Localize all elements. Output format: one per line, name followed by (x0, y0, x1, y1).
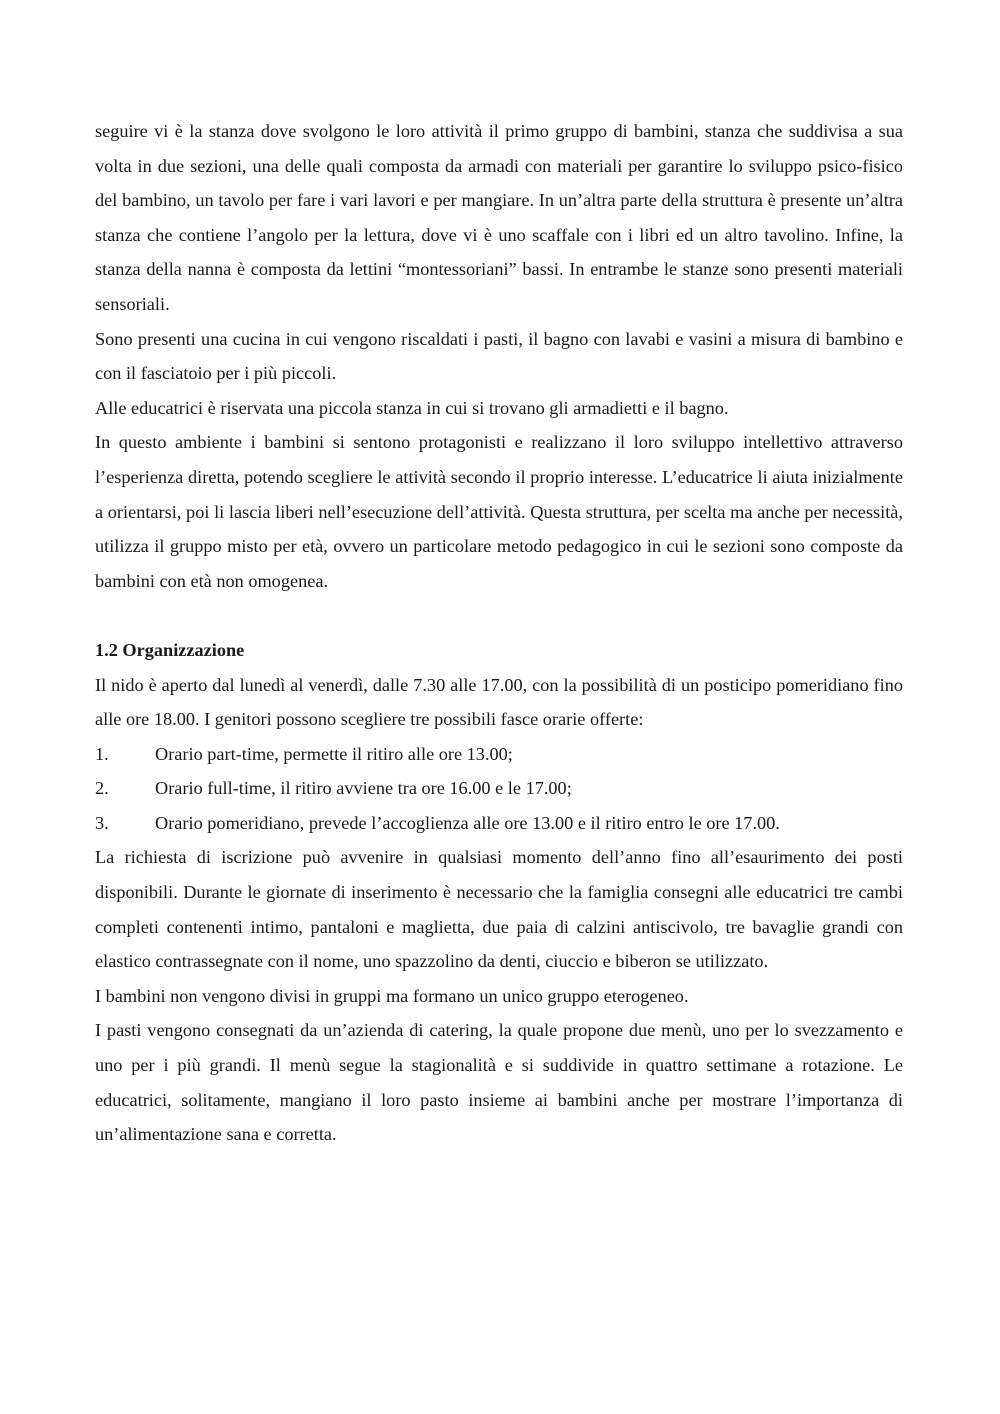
list-item-number: 2. (95, 778, 109, 799)
paragraph-enrollment: La richiesta di iscrizione può avvenire in qualsiasi momento dell’anno fino all’esaurimento dei posti disponibili. Durante le giornate di inserimento è necessario che la famiglia consegni alle educatrici tre cambi completi contenenti intimo, pantaloni e maglietta, due paia di calzini antiscivolo, tre bavaglie grandi con elastico contrassegnate con il nome, uno spazzolino da denti, ciuccio e biberon se utilizzato. (95, 847, 903, 972)
list-item-number: 1. (95, 743, 109, 764)
list-item-text: Orario pomeridiano, prevede l’accoglienza alle ore 13.00 e il ritiro entro le ore 17.00. (155, 812, 780, 833)
list-item-text: Orario full-time, il ritiro avviene tra ore 16.00 e le 17.00; (155, 778, 572, 799)
section-spacer (95, 598, 903, 633)
document-page (95, 114, 903, 1152)
paragraph-meals: I pasti vengono consegnati da un’azienda di catering, la quale propone due menù, uno per lo svezzamento e uno per i più grandi. Il menù segue la stagionalità e si suddivide in quattro settimane a rotazione. Le educatrici, solitamente, mangiano il loro pasto insieme ai bambini anche per mostrare l’importanza di un’alimentazione sana e corretta. (95, 1020, 903, 1145)
list-item (95, 806, 903, 841)
paragraph-kitchen: Sono presenti una cucina in cui vengono riscaldati i pasti, il bagno con lavabi e vasini a misura di bambino e con il fasciatoio per i più piccoli. (95, 328, 903, 384)
paragraph-environment: In questo ambiente i bambini si sentono protagonisti e realizzano il loro sviluppo intellettivo attraverso l’esperienza diretta, potendo scegliere le attività secondo il proprio interesse. L’educatrice li aiuta inizialmente a orientarsi, poi li lascia liberi nell’esecuzione dell’attività. Questa struttura, per scelta ma anche per necessità, utilizza il gruppo misto per età, ovvero un particolare metodo pedagogico in cui le sezioni sono composte da bambini con età non omogenea. (95, 432, 903, 591)
list-item-number: 3. (95, 812, 109, 833)
paragraph-groups: I bambini non vengono divisi in gruppi ma formano un unico gruppo eterogeneo. (95, 985, 689, 1006)
list-item (95, 737, 903, 772)
list-item (95, 771, 903, 806)
paragraph-opening-hours: Il nido è aperto dal lunedì al venerdì, dalle 7.30 alle 17.00, con la possibilità di un posticipo pomeridiano fino alle ore 18.00. I genitori possono scegliere tre possibili fasce orarie offerte: (95, 674, 903, 730)
section-heading: 1.2 Organizzazione (95, 639, 245, 660)
paragraph-rooms: seguire vi è la stanza dove svolgono le loro attività il primo gruppo di bambini, stanza che suddivisa a sua volta in due sezioni, una delle quali composta da armadi con materiali per garantire lo sviluppo psico-fisico del bambino, un tavolo per fare i vari lavori e per mangiare. In un’altra parte della struttura è presente un’altra stanza che contiene l’angolo per la lettura, dove vi è uno scaffale con i libri ed un altro tavolino. Infine, la stanza della nanna è composta da lettini “montessoriani” bassi. In entrambe le stanze sono presenti materiali sensoriali. (95, 121, 903, 314)
paragraph-staff-room: Alle educatrici è riservata una piccola stanza in cui si trovano gli armadietti e il bagno. (95, 397, 729, 418)
list-item-text: Orario part-time, permette il ritiro alle ore 13.00; (155, 743, 513, 764)
